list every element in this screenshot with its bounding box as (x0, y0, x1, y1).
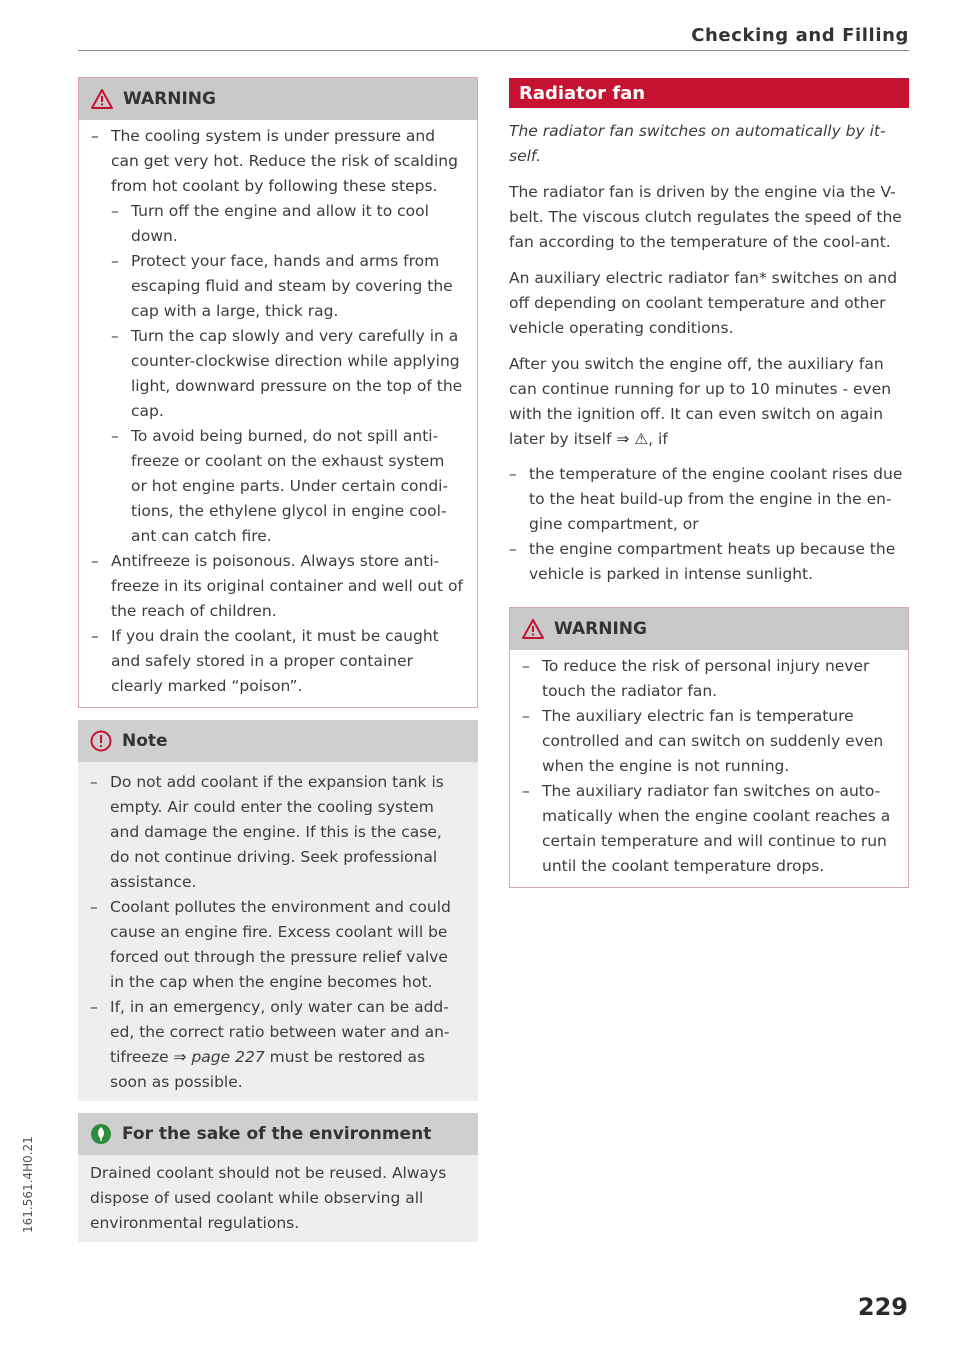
warning-item: – The auxiliary radiator fan switches on auto-matically when the engine coolant reaches a certain temperature and will continue to run until the coolant temperature drops. (522, 779, 894, 879)
warning-step: – To avoid being burned, do not spill anti-freeze or coolant on the exhaust system or hot engine parts. Under certain condi-tions, the ethylene glycol in engine cool-ant can catch fire. (111, 424, 463, 549)
warning-step: – Turn off the engine and allow it to cool down. (111, 199, 463, 249)
running-header: Checking and Filling (691, 25, 909, 46)
warning-header (79, 78, 477, 120)
warning-item: – The auxiliary electric fan is temperature controlled and can switch on suddenly even when the engine is not running. (522, 704, 894, 779)
right-column (509, 78, 909, 888)
header-rule (78, 50, 909, 51)
warning-item: – Antifreeze is poisonous. Always store anti-freeze in its original container and well out of the reach of children. (91, 549, 463, 624)
environment-header (78, 1113, 478, 1155)
warning-title: WARNING (554, 619, 647, 639)
info-circle-icon (90, 730, 112, 752)
section-lead: The radiator fan switches on automatically by it-self. (509, 122, 886, 165)
note-item: – Do not add coolant if the expansion tank is empty. Air could enter the cooling system and damage the engine. If this is the case, do not continue driving. Seek professional assistance. (90, 770, 464, 895)
page-link[interactable]: ⇒ page 227 (173, 1048, 265, 1066)
coolant-warning-box (78, 77, 478, 708)
fan-warning-box (509, 607, 909, 888)
note-title: Note (122, 731, 168, 751)
page-number: 229 (857, 1293, 908, 1321)
section-title: Radiator fan (509, 78, 909, 108)
warning-step: – Protect your face, hands and arms from escaping fluid and steam by covering the cap with a large, thick rag. (111, 249, 463, 324)
paragraph: An auxiliary electric radiator fan* switches on and off depending on coolant temperature and other vehicle operating conditions. (509, 269, 898, 337)
document-code: 161.561.4H0.21 (21, 1136, 35, 1233)
note-box (78, 720, 478, 1101)
warning-triangle-icon (91, 89, 113, 109)
warning-intro: – The cooling system is under pressure and can get very hot. Reduce the risk of scalding from hot coolant by following these steps. (91, 124, 463, 199)
note-item: – Coolant pollutes the environment and could cause an engine fire. Excess coolant will be forced out through the pressure relief valve in the cap when the engine becomes hot. (90, 895, 464, 995)
environment-title: For the sake of the environment (122, 1124, 432, 1144)
warning-reference-link[interactable]: ⇒ ⚠ (616, 430, 649, 448)
paragraph: The radiator fan is driven by the engine via the V-belt. The viscous clutch regulates the speed of the fan according to the temperature of the cool-ant. (509, 183, 902, 251)
environment-leaf-icon (90, 1123, 112, 1145)
environment-text: Drained coolant should not be reused. Always dispose of used coolant while observing all environmental regulations. (90, 1164, 447, 1232)
condition-item: – the engine compartment heats up because the vehicle is parked in intense sunlight. (509, 537, 909, 587)
warning-item: – If you drain the coolant, it must be caught and safely stored in a proper container clearly marked “poison”. (91, 624, 463, 699)
warning-header (510, 608, 908, 650)
environment-box (78, 1113, 478, 1242)
warning-triangle-icon (522, 619, 544, 639)
warning-item: – To reduce the risk of personal injury never touch the radiator fan. (522, 654, 894, 704)
paragraph: After you switch the engine off, the auxiliary fan can continue running for up to 10 minutes - even with the ignition off. It can even switch on again later by itself ⇒ ⚠, if (509, 355, 892, 448)
left-column (78, 77, 478, 1242)
condition-item: – the temperature of the engine coolant rises due to the heat build-up from the engine in the en-gine compartment, or (509, 462, 909, 537)
warning-title: WARNING (123, 89, 216, 109)
note-header (78, 720, 478, 762)
note-item: – If, in an emergency, only water can be add-ed, the correct ratio between water and an-tifreeze ⇒ page 227 must be restored as soon as possible. (90, 995, 464, 1095)
warning-step: – Turn the cap slowly and very carefully in a counter-clockwise direction while applying light, downward pressure on the top of the cap. (111, 324, 463, 424)
